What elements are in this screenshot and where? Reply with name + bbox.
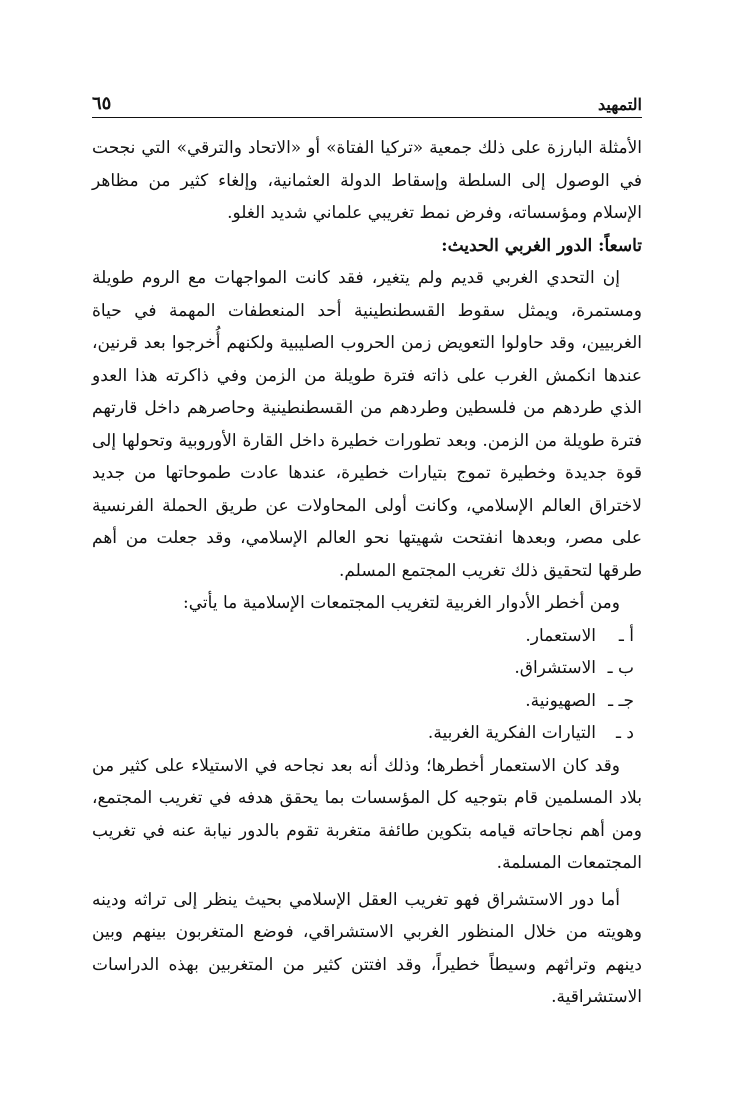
list-item bbox=[92, 652, 642, 685]
list-marker: د ـ bbox=[616, 723, 634, 743]
list-marker: ب ـ bbox=[607, 658, 634, 678]
list-item-text: الصهيونية. bbox=[525, 690, 596, 711]
book-page bbox=[92, 84, 642, 1014]
roles-list bbox=[92, 620, 642, 750]
list-item bbox=[92, 620, 642, 653]
list-item-text: الاستعمار. bbox=[525, 625, 596, 646]
paragraph-list-intro: ومن أخطر الأدوار الغربية لتغريب المجتمعات الإسلامية ما يأتي: bbox=[183, 593, 620, 613]
list-marker: أ ـ bbox=[618, 625, 634, 646]
section-heading: تاسعاً: الدور الغربي الحديث: bbox=[441, 235, 642, 256]
running-head: التمهيد bbox=[598, 95, 642, 114]
list-item bbox=[92, 717, 642, 750]
page-number: ٦٥ bbox=[92, 93, 112, 114]
list-item-text: التيارات الفكرية الغربية. bbox=[427, 723, 596, 743]
paragraph-colonialism: وقد كان الاستعمار أخطرها؛ وذلك أنه بعد نجاحه في الاستيلاء على كثير من بلاد المسلمين قام بتوجيه كل المؤسسات بما يحقق هدفه في تغريب المجتمع، ومن أهم نجاحاته قيامه بتكوين طائفة متغربة تقوم بالدور نيابة عنه في تغريب المجتمعات المسلمة. bbox=[92, 755, 642, 873]
list-marker: جـ ـ bbox=[608, 690, 634, 711]
list-item-text: الاستشراق. bbox=[514, 658, 596, 678]
page-header bbox=[92, 84, 642, 118]
page-content bbox=[92, 132, 642, 1014]
list-item bbox=[92, 685, 642, 718]
paragraph-western-role: إن التحدي الغربي قديم ولم يتغير، فقد كانت المواجهات مع الروم طويلة ومستمرة، ويمثل سقوط القسطنطينية أحد المنعطفات المهمة في حياة الغربيين، وقد حاولوا التعويض زمن الحروب الصليبية ولكنهم أُخرجوا بعد قرنين، عندها انكمش الغرب على ذاته فترة طويلة من الزمن وفي ذاكرته هذا العدو الذي طردهم من فلسطين وطردهم من القسطنطينية وحاصرهم داخل قارتهم فترة طويلة من الزمن. وبعد تطورات خطيرة داخل القارة الأوروبية وتحولها إلى قوة جديدة وخطيرة تموج بتيارات خطيرة، عندها عادت طموحاتها من جديد لاختراق العالم الإسلامي، وكانت أولى المحاولات عن طريق الحملة الفرنسية على مصر، وبعدها انفتحت شهيتها نحو العالم الإسلامي، وقد جعلت من أهم طرقها لتحقيق ذلك تغريب المجتمع المسلم. bbox=[92, 268, 642, 581]
paragraph-orientalism: أما دور الاستشراق فهو تغريب العقل الإسلامي بحيث ينظر إلى تراثه ودينه وهويته من خلال المنظور الغربي الاستشراقي، فوضع المتغربون بينهم وبين دينهم وتراثهم وسيطاً خطيراً، وقد افتتن كثير من المتغربين بهذه الدراسات الاستشراقية. bbox=[92, 889, 642, 1007]
paragraph-continuation: الأمثلة البارزة على ذلك جمعية «تركيا الفتاة» أو «الاتحاد والترقي» التي نجحت في الوصول إلى السلطة وإسقاط الدولة العثمانية، وإلغاء كثير من مظاهر الإسلام ومؤسساته، وفرض نمط تغريبي علماني شديد الغلو. bbox=[92, 138, 642, 223]
